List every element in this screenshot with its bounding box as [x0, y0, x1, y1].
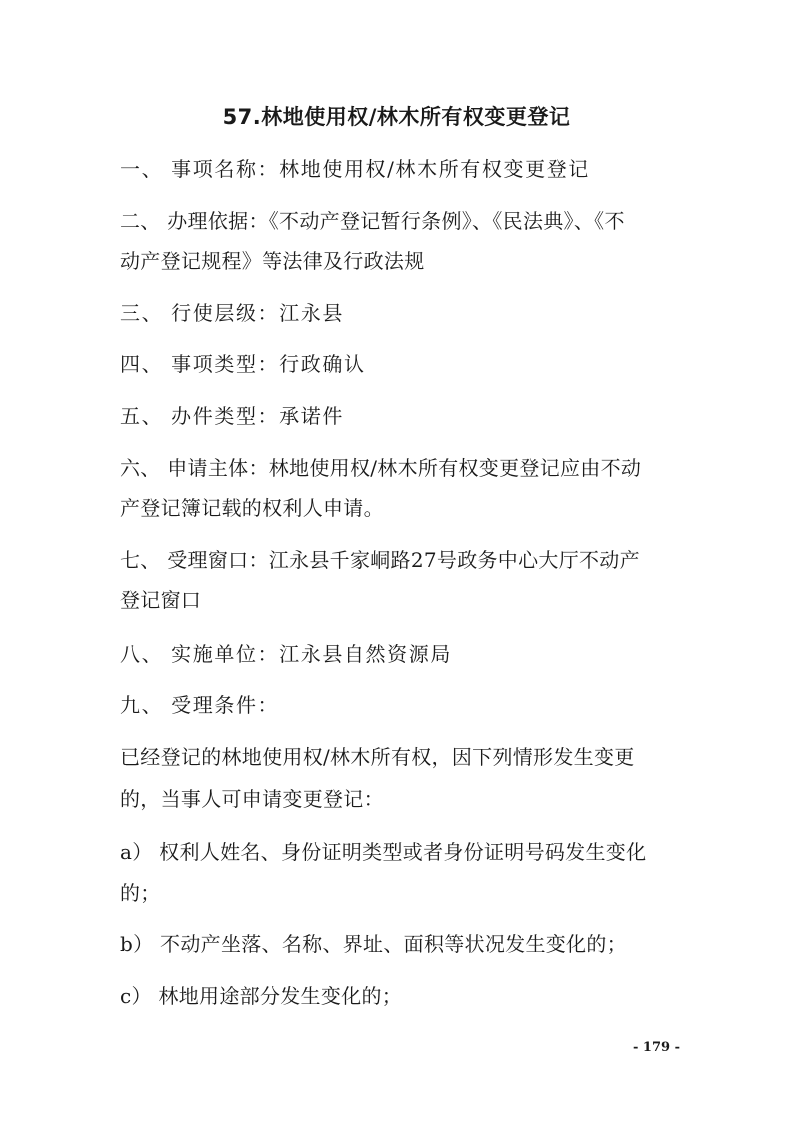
item-case-type: 五、 办件类型：承诺件 — [120, 404, 344, 428]
item-basis-cont: 动产登记规程》等法律及行政法规 — [120, 249, 425, 273]
item-unit: 八、 实施单位：江永县自然资源局 — [120, 642, 452, 666]
conditions-text-cont: 的，当事人可申请变更登记： — [120, 787, 384, 811]
item-window-cont: 登记窗口 — [120, 588, 202, 612]
conditions-text: 已经登记的林地使用权/林木所有权，因下列情形发生变更 — [120, 745, 635, 769]
item-applicant: 六、 申请主体：林地使用权/林木所有权变更登记应由不动 — [120, 456, 642, 480]
item-window: 七、 受理窗口：江永县千家峒路27号政务中心大厅不动产 — [120, 548, 640, 572]
item-basis: 二、 办理依据：《不动产登记暂行条例》、《民法典》、《不 — [120, 209, 625, 233]
condition-b: b） 不动产坐落、名称、界址、面积等状况发生变化的； — [120, 932, 627, 956]
item-conditions: 九、 受理条件： — [120, 693, 280, 717]
condition-a: a） 权利人姓名、身份证明类型或者身份证明号码发生变化 — [120, 840, 647, 864]
page-title: 57.林地使用权/林木所有权变更登记 — [222, 105, 571, 129]
item-level: 三、 行使层级：江永县 — [120, 301, 344, 325]
item-applicant-cont: 产登记簿记载的权利人申请。 — [120, 496, 384, 520]
item-type: 四、 事项类型：行政确认 — [120, 352, 366, 376]
condition-a-cont: 的； — [120, 881, 161, 905]
page-number: - 179 - — [633, 1040, 680, 1055]
item-name: 一、 事项名称：林地使用权/林木所有权变更登记 — [120, 157, 590, 181]
condition-c: c） 林地用途部分发生变化的； — [120, 984, 403, 1008]
